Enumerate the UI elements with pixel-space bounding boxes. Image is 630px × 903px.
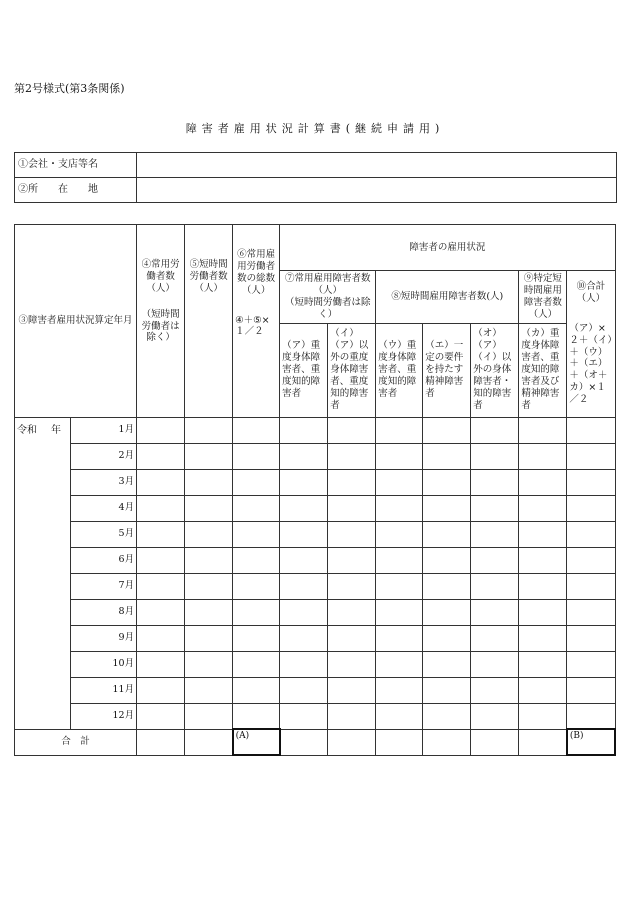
header-part-time-label: ⑤短時間労働者数（人） [189,259,228,294]
data-cell[interactable] [328,547,376,573]
data-cell[interactable] [519,469,567,495]
data-cell[interactable] [423,677,471,703]
data-cell[interactable] [423,469,471,495]
data-cell[interactable] [471,495,519,521]
data-cell[interactable] [328,703,376,729]
data-cell[interactable] [471,599,519,625]
data-cell[interactable] [328,521,376,547]
data-cell[interactable] [185,703,233,729]
data-cell[interactable] [471,625,519,651]
data-cell[interactable] [519,495,567,521]
data-cell[interactable] [471,573,519,599]
year-label: 年 [51,424,61,436]
address-field[interactable] [137,178,617,203]
data-cell[interactable] [185,469,233,495]
data-cell[interactable] [376,703,423,729]
data-cell[interactable] [280,547,328,573]
data-cell[interactable] [567,677,615,703]
month-row [15,677,616,703]
subheader-e: （エ）一定の要件を持たす精神障害者 [423,323,471,417]
total-box-a[interactable]: (A) [233,729,280,755]
header-calc-month [15,225,137,418]
header-grand-total [567,271,615,418]
data-cell[interactable] [137,469,185,495]
header-disabled-part-time: ⑧短時間雇用障害者数(人) [376,271,519,324]
data-cell[interactable] [185,599,233,625]
data-cell[interactable] [519,573,567,599]
month-row [15,599,616,625]
data-cell[interactable] [376,677,423,703]
data-cell[interactable] [328,573,376,599]
data-cell[interactable] [185,443,233,469]
header-grand-total-formula: （ア）×２＋（イ）＋（ウ）＋（エ）＋（オ＋カ）×１／２ [569,322,613,405]
month-label: 5月 [71,521,137,547]
month-label: 8月 [71,599,137,625]
data-cell[interactable] [137,677,185,703]
document-title: 障害者雇用状況計算書(継続申請用) [185,122,445,135]
data-cell[interactable] [328,677,376,703]
data-cell[interactable] [376,469,423,495]
data-cell[interactable] [328,417,376,443]
month-label: 2月 [71,443,137,469]
era-label: 令和 [17,424,37,436]
data-cell[interactable] [423,651,471,677]
data-cell[interactable] [376,599,423,625]
header-disabled-regular-note: （短時間労働者は除く） [284,296,371,320]
data-cell[interactable] [233,573,280,599]
data-cell[interactable] [185,417,233,443]
header-total-workers-label: ⑥常用雇用労働者数の総数（人） [237,249,276,296]
data-cell[interactable] [567,547,615,573]
total-cell[interactable] [423,729,471,755]
data-cell[interactable] [519,599,567,625]
data-cell[interactable] [423,417,471,443]
data-cell[interactable] [233,703,280,729]
month-label: 3月 [71,469,137,495]
data-cell[interactable] [233,469,280,495]
data-cell[interactable] [280,495,328,521]
total-cell[interactable] [376,729,423,755]
data-cell[interactable] [519,625,567,651]
data-cell[interactable] [185,651,233,677]
data-cell[interactable] [567,625,615,651]
data-cell[interactable] [471,703,519,729]
data-cell[interactable] [185,547,233,573]
data-cell[interactable] [423,547,471,573]
data-cell[interactable] [376,443,423,469]
month-row [15,443,616,469]
month-row [15,703,616,729]
data-cell[interactable] [137,573,185,599]
data-cell[interactable] [423,573,471,599]
data-cell[interactable] [376,495,423,521]
header-total-formula: ④＋⑤×１／２ [235,314,270,338]
data-cell[interactable] [280,677,328,703]
header-part-time-workers [185,225,233,418]
data-cell[interactable] [137,625,185,651]
header-grand-total-label: ⑩合計（人） [576,281,606,304]
total-box-b[interactable]: (B) [567,729,615,755]
data-cell[interactable] [519,677,567,703]
data-cell[interactable] [471,651,519,677]
data-cell[interactable] [567,469,615,495]
data-cell[interactable] [137,521,185,547]
month-row [15,469,616,495]
data-cell[interactable] [471,547,519,573]
header-regular-workers [137,225,185,418]
data-cell[interactable] [233,495,280,521]
subheader-ka: （カ）重度身体障害者、重度知的障害者及び精神障害者 [519,323,567,417]
data-cell[interactable] [280,573,328,599]
data-cell[interactable] [471,443,519,469]
header-regular-workers-label: ④常用労働者数（人） [141,259,180,294]
data-cell[interactable] [280,599,328,625]
subheader-u: （ウ）重度身体障害者、重度知的障害者 [376,323,423,417]
data-cell[interactable] [471,417,519,443]
data-cell[interactable] [280,469,328,495]
data-cell[interactable] [376,651,423,677]
data-cell[interactable] [423,703,471,729]
data-cell[interactable] [567,703,615,729]
header-total-workers [233,225,280,418]
data-cell[interactable] [233,443,280,469]
total-cell[interactable] [137,729,185,755]
data-cell[interactable] [471,469,519,495]
month-row [15,521,616,547]
data-cell[interactable] [567,443,615,469]
header-specific-short: ⑨特定短時間雇用障害者数（人） [519,271,567,324]
era-year-cell [15,417,71,729]
data-cell[interactable] [233,521,280,547]
data-cell[interactable] [280,417,328,443]
subheader-o: （オ）（ア）（イ）以外の身体障害者・知的障害者 [471,323,519,417]
subheader-i: （イ）（ア）以外の重度身体障害者、重度知的障害者 [328,323,376,417]
address-label: ②所 在 地 [15,178,137,203]
data-cell[interactable] [376,547,423,573]
data-cell[interactable] [519,651,567,677]
data-cell[interactable] [233,599,280,625]
data-cell[interactable] [137,443,185,469]
header-disabled-regular-label: ⑦常用雇用障害者数（人） [284,273,371,296]
data-cell[interactable] [280,443,328,469]
month-label: 9月 [71,625,137,651]
company-name-field[interactable] [137,153,617,178]
data-cell[interactable] [471,677,519,703]
employment-status-table [14,224,616,756]
data-cell[interactable] [137,547,185,573]
data-cell[interactable] [185,495,233,521]
month-row [15,495,616,521]
data-cell[interactable] [137,417,185,443]
month-label: 10月 [71,651,137,677]
data-cell[interactable] [328,625,376,651]
data-cell[interactable] [519,417,567,443]
data-cell[interactable] [376,573,423,599]
data-cell[interactable] [423,599,471,625]
header-calc-month-label: ③障害者雇用状況算定年月 [18,314,133,326]
month-label: 12月 [71,703,137,729]
data-cell[interactable] [376,625,423,651]
data-cell[interactable] [567,417,615,443]
month-label: 1月 [71,417,137,443]
data-cell[interactable] [519,547,567,573]
data-cell[interactable] [519,521,567,547]
data-cell[interactable] [185,625,233,651]
data-cell[interactable] [185,521,233,547]
data-cell[interactable] [280,625,328,651]
data-cell[interactable] [328,599,376,625]
data-cell[interactable] [185,677,233,703]
company-info-table [14,152,617,203]
data-cell[interactable] [280,703,328,729]
data-cell[interactable] [471,521,519,547]
data-cell[interactable] [376,417,423,443]
data-cell[interactable] [376,521,423,547]
month-row [15,573,616,599]
total-label: 合 計 [15,729,137,755]
form-number: 第2号様式(第3条関係) [14,82,125,95]
data-cell[interactable] [137,651,185,677]
month-label: 4月 [71,495,137,521]
month-row [15,651,616,677]
month-row [15,625,616,651]
data-cell[interactable] [185,573,233,599]
data-cell[interactable] [567,651,615,677]
data-cell[interactable] [567,495,615,521]
data-cell[interactable] [137,703,185,729]
month-rows [15,417,616,729]
data-cell[interactable] [233,547,280,573]
data-cell[interactable] [567,573,615,599]
data-cell[interactable] [328,495,376,521]
subheader-a: （ア）重度身体障害者、重度知的障害者 [280,323,328,417]
data-cell[interactable] [233,651,280,677]
data-cell[interactable] [519,703,567,729]
data-cell[interactable] [567,521,615,547]
total-cell[interactable] [280,729,328,755]
header-disabled-regular [280,271,376,324]
data-cell[interactable] [423,521,471,547]
data-cell[interactable] [423,495,471,521]
total-cell[interactable] [185,729,233,755]
month-label: 11月 [71,677,137,703]
data-cell[interactable] [567,599,615,625]
data-cell[interactable] [519,443,567,469]
total-cell[interactable] [328,729,376,755]
data-cell[interactable] [280,651,328,677]
month-label: 6月 [71,547,137,573]
data-cell[interactable] [328,443,376,469]
total-cell[interactable] [471,729,519,755]
data-cell[interactable] [233,625,280,651]
data-cell[interactable] [233,677,280,703]
header-regular-workers-note: （短時間労働者は除く） [141,308,180,344]
data-cell[interactable] [423,443,471,469]
data-cell[interactable] [328,469,376,495]
total-cell[interactable] [519,729,567,755]
data-cell[interactable] [137,599,185,625]
company-name-label: ①会社・支店等名 [15,153,137,178]
header-disabled-status: 障害者の雇用状況 [280,225,615,271]
month-row [15,417,616,443]
data-cell[interactable] [137,495,185,521]
data-cell[interactable] [280,521,328,547]
data-cell[interactable] [423,625,471,651]
data-cell[interactable] [233,417,280,443]
data-cell[interactable] [328,651,376,677]
month-row [15,547,616,573]
month-label: 7月 [71,573,137,599]
